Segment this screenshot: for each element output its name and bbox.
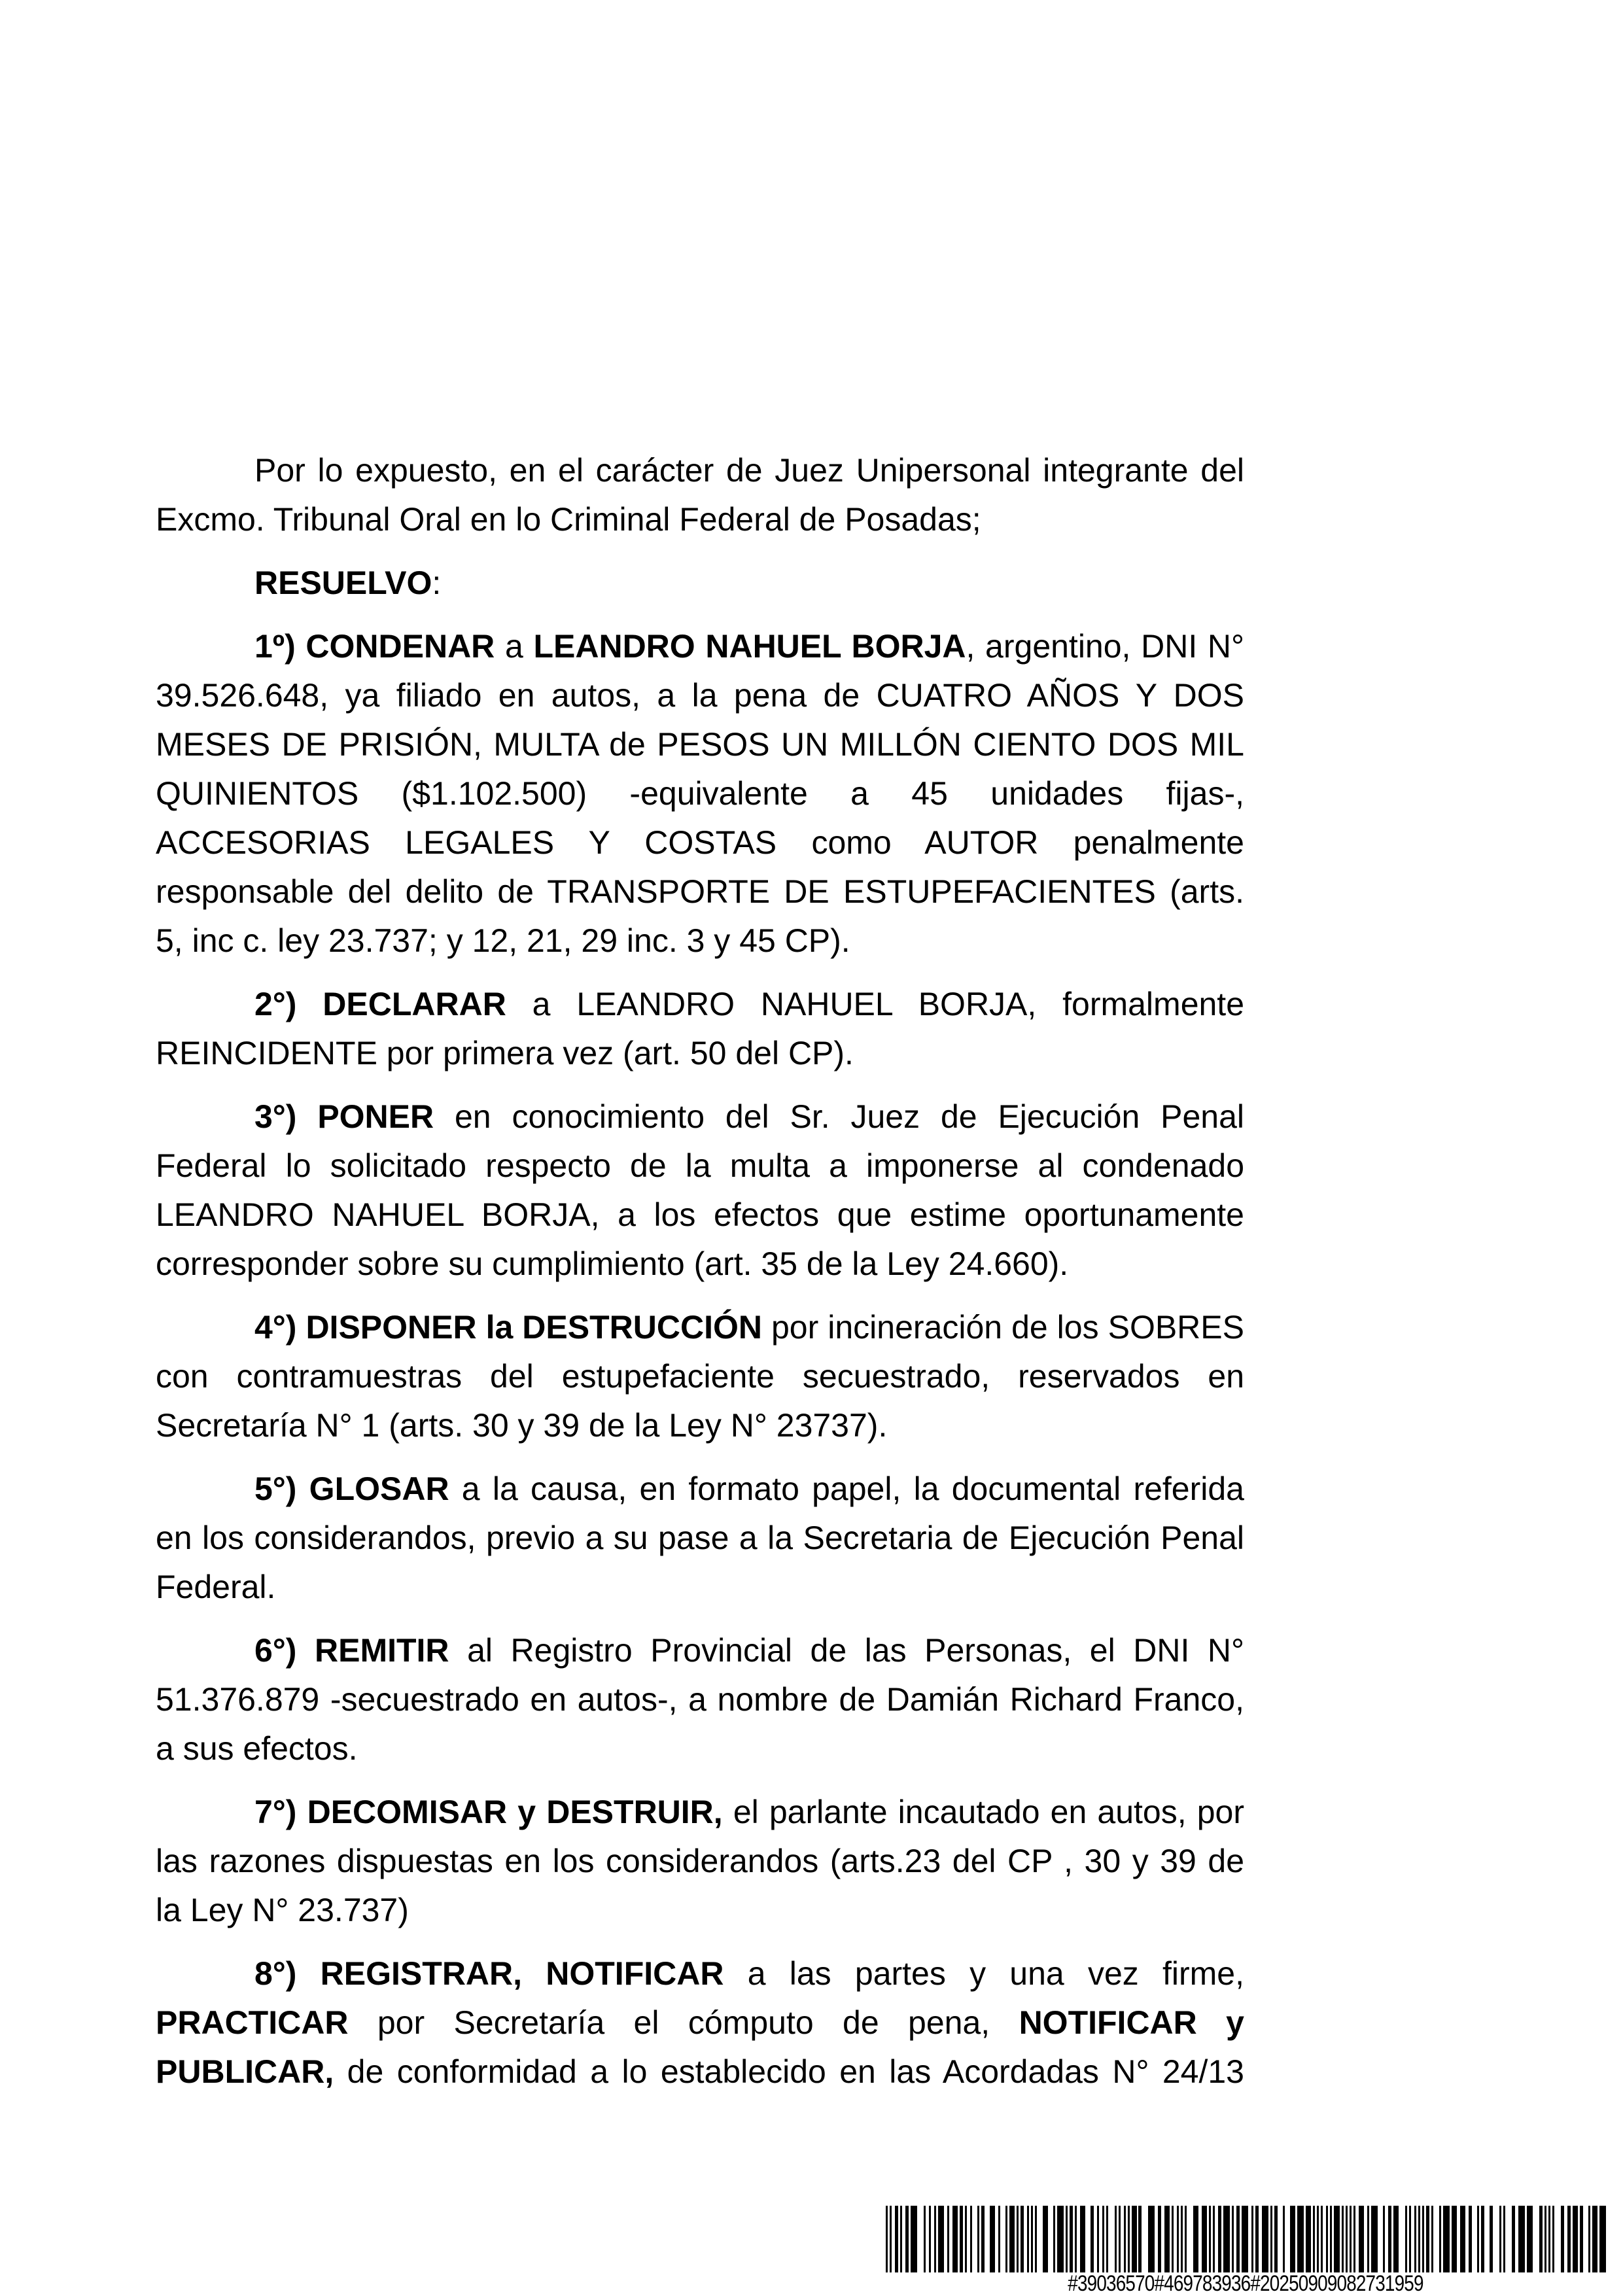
barcode-bar — [972, 2206, 977, 2272]
barcode-bar — [1048, 2206, 1053, 2272]
barcode-bar — [1108, 2206, 1115, 2272]
bold-text: 7°) DECOMISAR y DESTRUIR, — [254, 1794, 723, 1830]
barcode-bar — [1242, 2206, 1248, 2272]
bold-text: 3°) PONER — [254, 1098, 434, 1135]
document-body — [156, 446, 1244, 2111]
barcode-bar — [1223, 2206, 1230, 2272]
barcode-bar — [985, 2206, 990, 2272]
barcode-text: #39036570#469783936#20250909082731959 — [1068, 2271, 1423, 2296]
barcode-bar — [1290, 2206, 1295, 2272]
barcode-bar — [1460, 2206, 1465, 2272]
barcode-bar — [990, 2206, 995, 2272]
barcode-bar — [1193, 2206, 1198, 2272]
barcode-bar — [1443, 2206, 1450, 2272]
bold-text: 2°) DECLARAR — [254, 986, 506, 1022]
barcode-bar — [917, 2206, 924, 2272]
barcode-bar — [1278, 2206, 1283, 2272]
text: el parlante incautado en autos, por las razones dispuestas en los considerandos (arts.23 del CP , 30 y 39 de la Ley N° 23.737) — [156, 1794, 1245, 1928]
barcode-bar — [1505, 2206, 1512, 2272]
barcode-bar — [1009, 2206, 1015, 2272]
barcode — [886, 2206, 1605, 2296]
text: : — [432, 565, 442, 601]
bold-text: NOTIFICAR y PUBLICAR, — [156, 2004, 1244, 2090]
resolution-item — [156, 622, 1244, 965]
bold-text: PRACTICAR — [156, 2004, 349, 2041]
barcode-bar — [1164, 2206, 1170, 2272]
barcode-bar — [1399, 2206, 1405, 2272]
barcode-bar — [1533, 2206, 1539, 2272]
barcode-bar — [1043, 2206, 1048, 2272]
barcode-bar — [1583, 2206, 1588, 2272]
barcode-bar — [1262, 2206, 1268, 2272]
barcode-bar — [1359, 2206, 1364, 2272]
barcode-bar — [1484, 2206, 1490, 2272]
resolution-heading — [156, 559, 1244, 608]
text: por incineración de los SOBRES con contramuestras del estupefaciente secuestrado, reservados en Secretaría N° 1 (arts. 30 y 39 de la Ley N° 23737). — [156, 1309, 1244, 1444]
barcode-bar — [1378, 2206, 1383, 2272]
bold-text: 5°) GLOSAR — [254, 1470, 449, 1507]
resolution-item — [156, 1303, 1244, 1450]
barcode-bar — [938, 2206, 945, 2272]
barcode-bar — [1085, 2206, 1091, 2272]
bold-text: LEANDRO NAHUEL BORJA — [533, 628, 966, 665]
barcode-bar — [1285, 2206, 1290, 2272]
barcode-bar — [1554, 2206, 1561, 2272]
text: a las partes y una vez firme, — [724, 1955, 1244, 1992]
text: en conocimiento del Sr. Juez de Ejecución Penal Federal lo solicitado respecto de la multa a imponerse al condenado LEANDRO NAHUEL BORJA, a los efectos que estime oportunamente corresponder sobre su cumplimiento (art. 35 de la Ley 24.660). — [156, 1098, 1244, 1282]
barcode-bar — [1187, 2206, 1193, 2272]
text: a la causa, en formato papel, la documental referida en los considerandos, previo a su pase a la Secretaria de Ejecución Penal Federal. — [156, 1470, 1244, 1605]
text: por Secretaría el cómputo de pena, — [348, 2004, 1019, 2041]
barcode-bar — [1518, 2206, 1525, 2272]
bold-text: 1º) CONDENAR — [254, 628, 495, 665]
barcode-bar — [1297, 2206, 1304, 2272]
barcode-bar — [1202, 2206, 1207, 2272]
text: Por lo expuesto, en el carácter de Juez Unipersonal integrante del Excmo. Tribunal Oral en lo Criminal Federal de Posadas; — [156, 452, 1244, 538]
text: , argentino, DNI N° 39.526.648, ya filiado en autos, a la pena de CUATRO AÑOS Y DOS MESES DE PRISIÓN, MULTA de PESOS UN MILLÓN CIENTO DOS MIL QUINIENTOS ($1.102.500) -equivalente a 45 unidades fijas-, ACCESORIAS LEGALES Y COSTAS como AUTOR penalmente responsable del delito de TRANSPORTE DE ESTUPEFACIENTES (arts. 5, inc c. ley 23.737; y 12, 21, 29 inc. 3 y 45 CP). — [156, 628, 1244, 959]
text: al Registro Provincial de las Personas, el DNI N° 51.376.879 -secuestrado en autos-, a nombre de Damián Richard Franco, a sus efectos. — [156, 1632, 1245, 1767]
bold-text: 4°) DISPONER la DESTRUCCIÓN — [254, 1309, 762, 1346]
barcode-bar — [1080, 2206, 1085, 2272]
resolution-item — [156, 1626, 1244, 1773]
resolution-item — [156, 980, 1244, 1078]
resolution-item — [156, 1465, 1244, 1612]
barcode-bar — [1493, 2206, 1499, 2272]
barcode-bar — [1142, 2206, 1148, 2272]
barcode-bar — [1527, 2206, 1533, 2272]
barcode-bar — [1433, 2206, 1440, 2272]
resolution-item — [156, 1788, 1244, 1935]
barcode-bar — [1592, 2206, 1597, 2272]
intro-paragraph — [156, 446, 1244, 544]
barcode-bar — [1472, 2206, 1477, 2272]
barcode-bar — [1371, 2206, 1378, 2272]
barcode-bar — [1334, 2206, 1340, 2272]
barcode-bar — [911, 2206, 917, 2272]
barcode-bar — [1057, 2206, 1064, 2272]
text: de conformidad a lo establecido en las Acordadas N° 24/13 — [334, 2053, 1244, 2090]
barcode-bar — [1306, 2206, 1311, 2272]
barcode-bars — [886, 2206, 1605, 2272]
barcode-bar — [1599, 2206, 1606, 2272]
text: a LEANDRO NAHUEL BORJA, formalmente REINCIDENTE por primera vez (art. 50 del CP). — [156, 986, 1245, 1071]
barcode-bar — [1452, 2206, 1457, 2272]
bold-text: RESUELVO — [254, 565, 432, 601]
bold-text: 6°) REMITIR — [254, 1632, 449, 1669]
resolution-item — [156, 1092, 1244, 1289]
barcode-bar — [1037, 2206, 1043, 2272]
barcode-bar — [1148, 2206, 1155, 2272]
barcode-bar — [1393, 2206, 1399, 2272]
barcode-bar — [952, 2206, 958, 2272]
barcode-bar — [1573, 2206, 1578, 2272]
barcode-bar — [1000, 2206, 1005, 2272]
bold-text: 8°) REGISTRAR, NOTIFICAR — [254, 1955, 724, 1992]
barcode-bar — [1132, 2206, 1137, 2272]
text: a — [495, 628, 534, 665]
resolution-item — [156, 1949, 1244, 2096]
